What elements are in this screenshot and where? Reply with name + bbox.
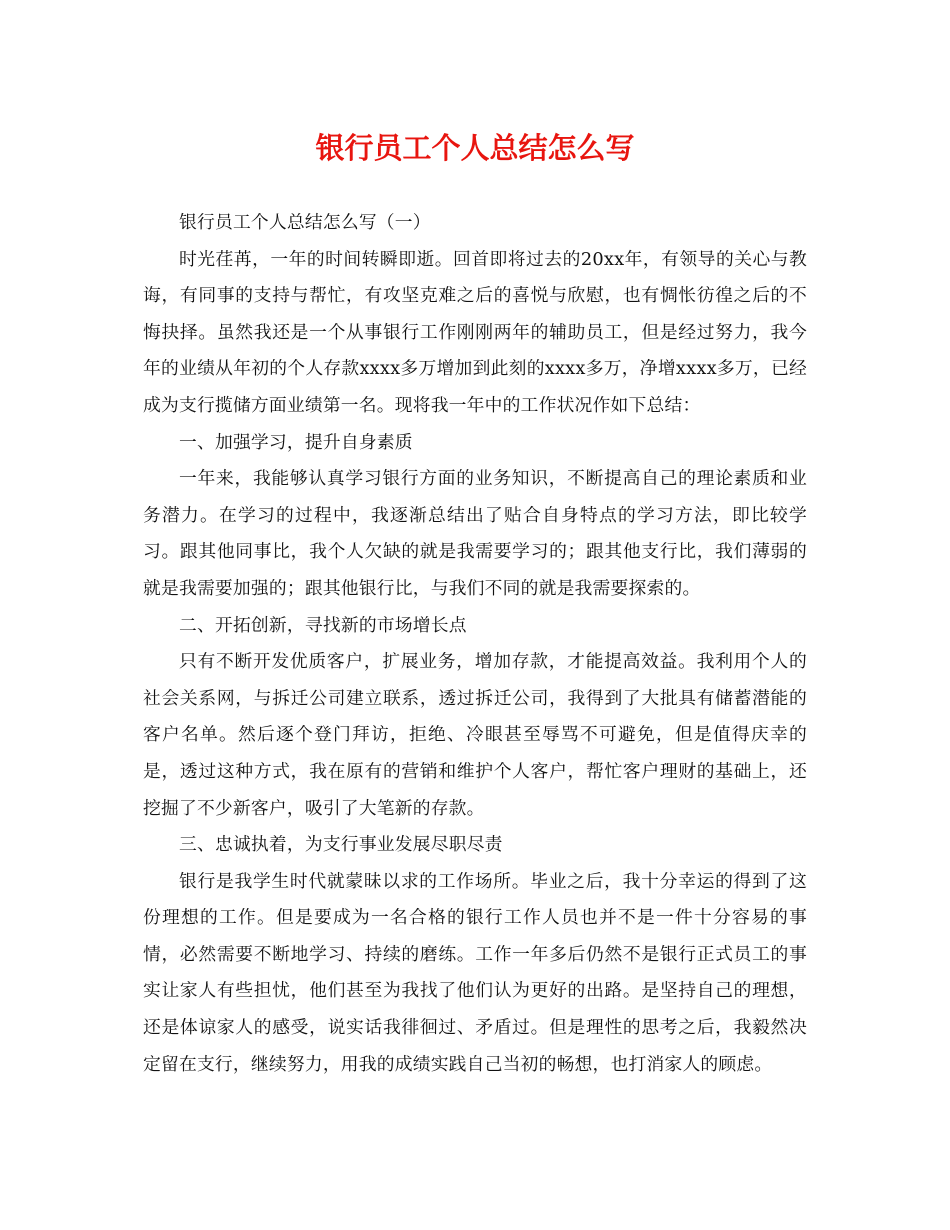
section-paragraph-2: 只有不断开发优质客户，扩展业务，增加存款，才能提高效益。我利用个人的社会关系网，与拆迁公司建立联系，透过拆迁公司，我得到了大批具有储蓄潜能的客户名单。然后逐个登门拜访，拒绝、冷眼甚至辱骂不可避免，但是值得庆幸的是，透过这种方式，我在原有的营销和维护个人客户，帮忙客户理财的基础上，还挖掘了不少新客户，吸引了大笔新的存款。 xyxy=(143,651,807,819)
document-body xyxy=(143,205,807,1083)
section-paragraph-3: 银行是我学生时代就蒙昧以求的工作场所。毕业之后，我十分幸运的得到了这份理想的工作。但是要成为一名合格的银行工作人员也并不是一件十分容易的事情，必然需要不断地学习、持续的磨练。工作一年多后仍然不是银行正式员工的事实让家人有些担忧，他们甚至为我找了他们认为更好的出路。是坚持自己的理想，还是体谅家人的感受，说实话我徘徊过、矛盾过。但是理性的思考之后，我毅然决定留在支行，继续努力，用我的成绩实践自己当初的畅想，也打消家人的顾虑。 xyxy=(143,870,807,1075)
section-paragraph-1: 一年来，我能够认真学习银行方面的业务知识，不断提高自己的理论素质和业务潜力。在学习的过程中，我逐渐总结出了贴合自身特点的学习方法，即比较学习。跟其他同事比，我个人欠缺的就是我需要学习的；跟其他支行比，我们薄弱的就是我需要加强的；跟其他银行比，与我们不同的就是我需要探索的。 xyxy=(143,468,807,599)
intro-paragraph: 时光荏苒，一年的时间转瞬即逝。回首即将过去的20xx年，有领导的关心与教诲，有同事的支持与帮忙，有攻坚克难之后的喜悦与欣慰，也有惆怅彷徨之后的不悔抉择。虽然我还是一个从事银行工作刚刚两年的辅助员工，但是经过努力，我今年的业绩从年初的个人存款xxxx多万增加到此刻的xxxx多万，净增xxxx多万，已经成为支行揽储方面业绩第一名。现将我一年中的工作状况作如下总结： xyxy=(143,248,807,416)
subtitle-paragraph: 银行员工个人总结怎么写（一） xyxy=(179,212,431,233)
section-heading-1: 一、加强学习，提升自身素质 xyxy=(179,431,413,453)
section-heading-2: 二、开拓创新，寻找新的市场增长点 xyxy=(179,614,467,636)
document-title: 银行员工个人总结怎么写 xyxy=(315,131,635,165)
section-heading-3: 三、忠诚执着，为支行事业发展尽职尽责 xyxy=(179,834,503,856)
